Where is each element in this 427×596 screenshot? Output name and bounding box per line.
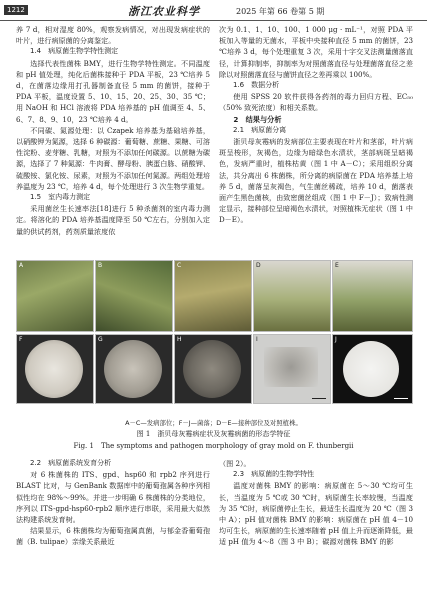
section-heading: 2.2 病原菌系统发育分析 xyxy=(30,459,112,467)
bottom-right-column xyxy=(219,458,413,548)
paragraph: 结果显示，6 株菌株均为葡萄孢属真菌，与郁金香葡萄孢菌（B. tulipae）亲缘关系最近 xyxy=(16,526,210,547)
section-heading: 2.1 病原菌分离 xyxy=(233,125,287,134)
paragraph: 温度对菌株 BMY 的影响：病原菌在 5～30 ℃均可生长，当温度为 5 ℃或 30 ℃时，病原菌生长率较慢，当温度为 35 ℃时，病原菌停止生长，最适生长温度为 20 ℃（图 3 中 A）；pH 值对菌株 BMY 的影响：病原菌在 pH 值 4－10 均可生长，病原菌的生长速率随着 pH 值上升而逐渐降低，最适 pH 值为 4～8（图 3 中 B）；碳源对菌株 BMY 的影 xyxy=(219,481,413,547)
panel-label: F xyxy=(19,336,23,343)
photo-panel-e xyxy=(332,260,413,332)
panel-label: G xyxy=(98,336,103,343)
top-left-column xyxy=(16,24,210,237)
figure-legend: A－C—发病部位；F－J—菌落；D－E—接种部位及对照植株。 xyxy=(125,419,302,427)
paragraph: 次为 0.1、1、10、100、1 000 μg · mL⁻¹，对照 PDA 平板加入等量的无菌水，平板中央接种直径 5 mm 的菌饼，23 ℃培养 3 d，每个处理重复 3 次，采用十字交叉法测量菌落直径，计算抑制率，抑制率为对照菌落直径与处理菌落直径之差除以对照菌落直径与菌饼直径之差再乘以 100%。 xyxy=(219,25,413,79)
section-heading: 2 结果与分析 xyxy=(233,114,282,124)
petri-dish xyxy=(104,340,162,398)
petri-dish xyxy=(25,340,83,398)
top-right-column xyxy=(219,24,413,226)
section-heading: 1.5 室内毒力测定 xyxy=(30,193,91,202)
page-number: 1212 xyxy=(4,5,28,15)
scale-bar xyxy=(312,398,326,399)
paragraph: （图 2）。 xyxy=(219,459,251,468)
panel-label: C xyxy=(177,262,182,269)
colony-panel-f xyxy=(16,334,94,404)
micrograph-panel-i xyxy=(253,334,331,404)
section-heading: 1.4 病原菌生物学特性测定 xyxy=(30,47,119,56)
journal-title: 浙江农业科学 xyxy=(128,5,200,18)
figure-caption-cn: 图 1 浙贝母灰霉病症状及灰霉病菌的形态学特征 xyxy=(136,430,291,438)
panel-label: B xyxy=(98,262,103,269)
paragraph: 不同碳、氮源处理：以 Czapek 培养基为基础培养基，以硝酸钾为氮源，选择 6 种碳源：葡萄糖、蔗糖、果糖、可溶性淀粉、麦芽糖、乳糖，对照为不添加任何碳源。以蔗糖为碳源，选择了 7 种氮源：牛肉膏、酵母粉、胰蛋白胨、硝酸钾、硫酸铵、氯化铵、尿素，对照为不添加任何氮源。两组处理培养温度为 23 ℃，培养 4 d，每个处理进行 3 次生物学重复。 xyxy=(16,125,210,191)
scale-bar xyxy=(394,398,408,399)
running-header xyxy=(0,0,427,21)
photo-panel-d xyxy=(253,260,331,332)
colony-panel-g xyxy=(95,334,173,404)
panel-label: H xyxy=(177,336,182,343)
panel-label: E xyxy=(335,262,339,269)
section-heading: 2.3 病原菌的生物学特性 xyxy=(233,470,315,479)
issue-info: 2025 年第 66 卷第 5 期 xyxy=(236,7,325,16)
panel-label: J xyxy=(335,336,337,343)
paragraph: 采用菌丝生长速率法[18]进行 5 种杀菌剂的室内毒力测定。将溶化的 PDA 培养基温度降至 50 ℃左右，分别加入定量的供试药剂，药剂质量浓度依 xyxy=(16,204,210,236)
photo-panel-b xyxy=(95,260,173,332)
paragraph: 对 6 株菌株的 ITS、gpd、hsp60 和 rpb2 序列进行 BLAST 比对，与 GenBank 数据库中的葡萄孢属各种序列相似性均在 98%～99%。并进一步明确 6 株菌株的分类地位，序列以 ITS-gpd-hsp60-rpb2 顺序进行串联，采用最大似然法构建系统发育树。 xyxy=(16,470,210,525)
sclerotium-view xyxy=(343,341,399,397)
paragraph: 养 7 d，相对湿度 80%，观察发病情况，对出现发病症状的叶片，进行病原菌的分离鉴定。 xyxy=(16,25,210,46)
photo-panel-a xyxy=(16,260,94,332)
panel-label: I xyxy=(256,336,258,343)
panel-label: D xyxy=(256,262,261,269)
paragraph: 选择代表性菌株 BMY，进行生物学特性测定。不同温度和 pH 值处理，纯化后菌株接种于 PDA 平板，23 ℃培养 5 d，在菌落边缘用打孔器制备直径 5 mm 的菌饼，接种于 PDA 平板，温度设置 5、10、15、20、25、30、35 ℃；用 NaOH 和 HCl 溶液将 PDA 培养基的 pH 值调至 4、5、6、7、8、9、10，23 ℃培养 4 d。 xyxy=(16,58,210,124)
section-heading: 1.6 数据分析 xyxy=(233,81,280,90)
bottom-left-column xyxy=(16,458,210,548)
colony-panel-h xyxy=(174,334,252,404)
spore-cluster xyxy=(264,347,318,387)
panel-label: A xyxy=(19,262,24,269)
figure-caption-en: Fig. 1 The symptoms and pathogen morphology of gray mold on F. thunbergii xyxy=(73,442,354,450)
photo-panel-c xyxy=(174,260,252,332)
micrograph-panel-j xyxy=(332,334,413,404)
paragraph: 使用 SPSS 20 软件获得各药剂的毒力回归方程、EC₅₀（50% 致死浓度）和相关系数。 xyxy=(219,92,413,113)
figure-1 xyxy=(16,260,411,410)
paragraph: 浙贝母灰霉病的发病部位主要表现在叶片和茎部，叶片病斑呈梭形，灰褐色，边缘为暗绿色水渍状，茎部病斑呈暗褐色，发病严重时，植株枯黄（图 1 中 A－C）；采用组织分离法，共分离出 6 株菌株，所分离的病原菌在 PDA 培养基上培养 5 d，菌落呈灰褐色，气生菌丝稀疏，培养 10 d，菌落表面产生黑色菌核，由致密菌丝组成（图 1 中 F－J）；致病性测定显示，接种部位呈暗褐色水渍状，对照植株无症状（图 1 中 D－E）。 xyxy=(219,137,413,225)
petri-dish xyxy=(183,340,241,398)
